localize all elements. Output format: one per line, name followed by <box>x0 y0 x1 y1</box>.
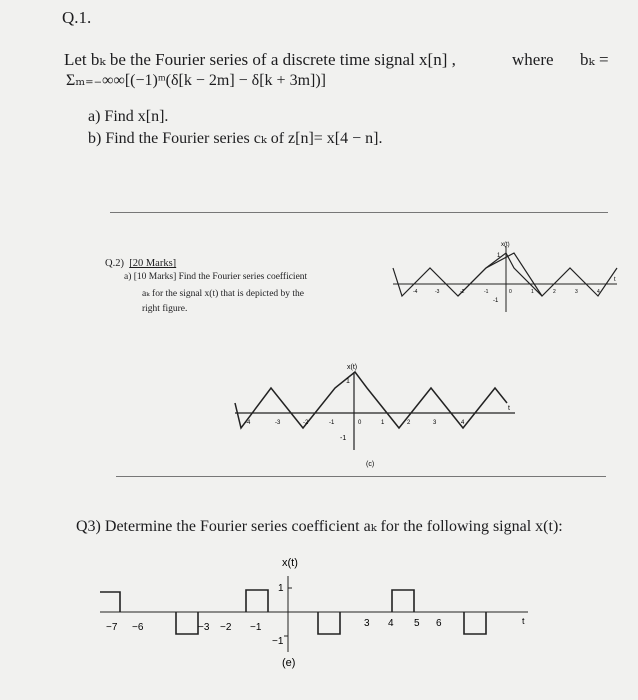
q3-tick-m2: −2 <box>220 622 232 633</box>
large-one: 1 <box>346 378 350 385</box>
q3-pulse-down-3 <box>464 612 486 634</box>
q1-statement-line1 <box>64 50 609 70</box>
small-waveform-peak <box>458 253 542 296</box>
small-ylabel: x(t) <box>501 242 510 248</box>
q3-tick-m3: −3 <box>198 622 210 633</box>
q3-one: 1 <box>278 583 284 594</box>
q3-tick-m6: −6 <box>132 622 144 633</box>
small-t-label: t <box>614 277 616 283</box>
large-tick-0: 0 <box>358 420 362 426</box>
q3-tick-6: 6 <box>436 618 442 629</box>
q3-statement: Q3) Determine the Fourier series coefficient aₖ for the following signal x(t): <box>76 518 563 535</box>
q3-t-label: t <box>522 616 525 626</box>
large-tick-m3: -3 <box>275 420 281 426</box>
q2-large-triangle-figure <box>225 358 525 473</box>
q2-heading <box>105 258 176 269</box>
q3-tick-5: 5 <box>414 618 420 629</box>
q1-where: where <box>512 50 554 69</box>
q3-tick-m1: −1 <box>250 622 262 633</box>
small-tick-2: 2 <box>553 289 556 295</box>
q3-pulse-up-3 <box>392 590 414 612</box>
large-tick-2: 2 <box>407 420 411 426</box>
large-tick-m1: -1 <box>329 420 335 426</box>
large-tick-3: 3 <box>433 420 437 426</box>
small-tick-m4: -4 <box>413 289 418 295</box>
q3-tick-m7: −7 <box>106 622 118 633</box>
q3-caption: (e) <box>282 657 296 669</box>
q2-marks: [20 Marks] <box>129 258 177 269</box>
q1-part-b: b) Find the Fourier series cₖ of z[n]= x[4 − n]. <box>88 130 383 147</box>
large-tick-m4: -4 <box>245 420 251 426</box>
q3-rect-pulse-figure <box>92 548 542 676</box>
q1-title: Q.1. <box>62 8 92 27</box>
q2-small-triangle-figure <box>385 236 625 316</box>
q1-part-a: a) Find x[n]. <box>88 108 169 125</box>
small-tick-1: 1 <box>531 289 534 295</box>
q3-pulse-up-2 <box>246 590 268 612</box>
q2-number: Q.2) <box>105 258 124 269</box>
q2-text-line1: a) [10 Marks] Find the Fourier series coefficient <box>124 272 308 282</box>
q3-pulse-down-2 <box>318 612 340 634</box>
small-tick-m3: -3 <box>435 289 440 295</box>
q3-pulse-up-1 <box>100 592 120 612</box>
large-tick-4: 4 <box>461 420 465 426</box>
large-tick-m2: -2 <box>303 420 309 426</box>
q3-ylabel: x(t) <box>282 557 298 569</box>
large-t-label: t <box>508 405 510 412</box>
q3-tick-3: 3 <box>364 618 370 629</box>
q2-text-line2: aₖ for the signal x(t) that is depicted by the <box>142 289 305 299</box>
q1-sum-expression: Σₘ₌₋∞∞[(−1)ᵐ(δ[k − 2m] − δ[k + 3m])] <box>66 72 326 89</box>
large-neg-one: -1 <box>340 435 347 442</box>
small-tick-4: 4 <box>597 289 600 295</box>
large-caption: (c) <box>366 461 375 468</box>
small-tick-m1: -1 <box>484 289 489 295</box>
small-waveform <box>393 253 617 296</box>
divider-1 <box>110 212 608 213</box>
q3-pulse-down-1 <box>176 612 198 634</box>
small-tick-m2: -2 <box>460 289 465 295</box>
small-neg-one: -1 <box>493 298 499 304</box>
large-tick-1: 1 <box>381 420 385 426</box>
small-one: 1 <box>497 253 501 259</box>
divider-2 <box>116 476 606 477</box>
large-ylabel: x(t) <box>347 364 358 371</box>
q2-text-line3: right figure. <box>142 304 188 314</box>
small-tick-3: 3 <box>575 289 578 295</box>
small-tick-0: 0 <box>509 289 512 295</box>
q3-neg-one: −1 <box>272 636 284 647</box>
q3-tick-4: 4 <box>388 618 394 629</box>
q1-statement-text: Let bₖ be the Fourier series of a discrete time signal x[n] , <box>64 50 456 69</box>
q1-bk-equals: bₖ = <box>580 50 609 69</box>
